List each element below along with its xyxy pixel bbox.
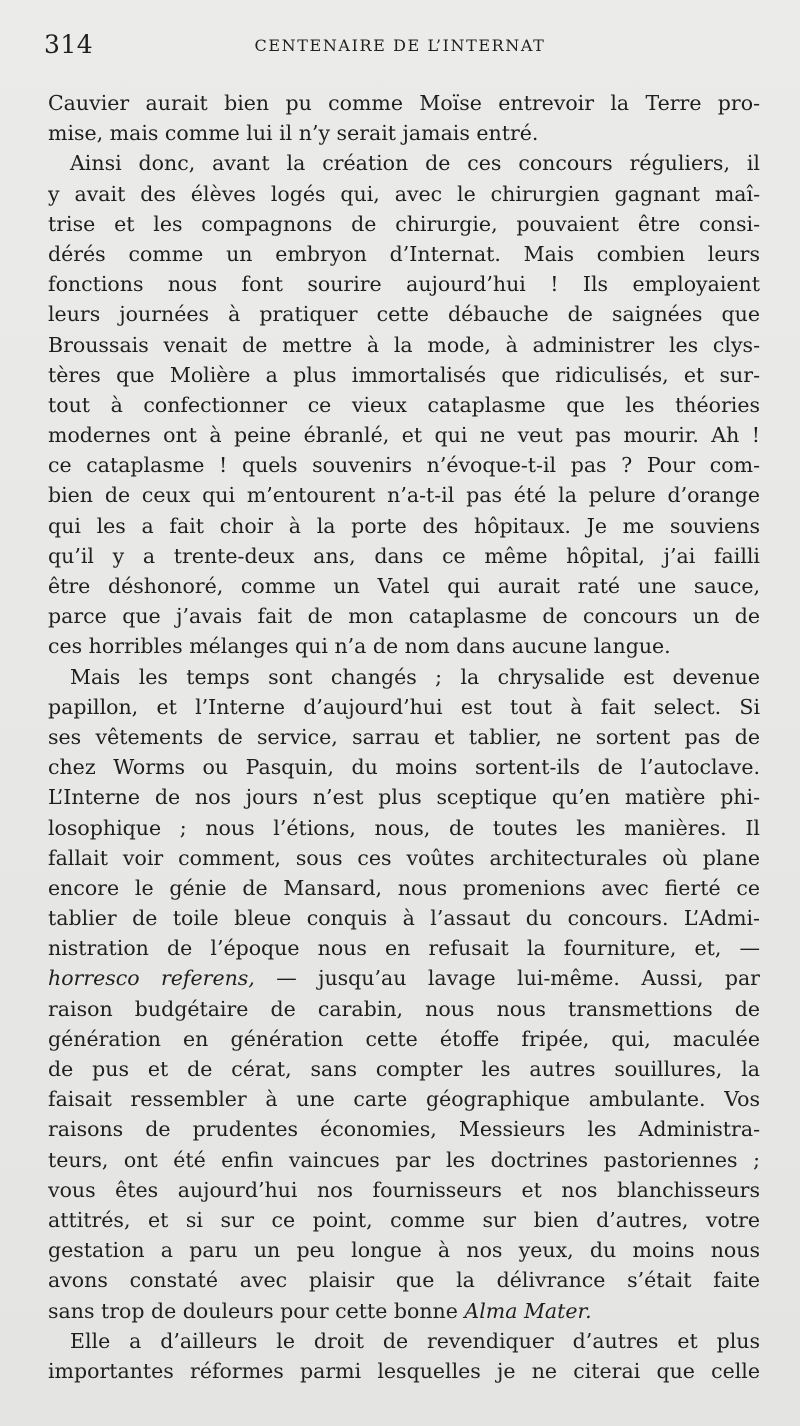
page-header xyxy=(44,28,756,64)
text-line: gestation a paru un peu longue à nos yeux, du moins nous xyxy=(48,1238,760,1263)
text-line: Elle a d’ailleurs le droit de revendiquer d’autres et plus xyxy=(70,1328,760,1353)
text-line: nistration de l’époque nous en refusait la fourniture, et, — xyxy=(48,936,760,961)
text-line: fonctions nous font sourire aujourd’hui ! Ils employaient xyxy=(48,272,760,297)
text-line: Cauvier aurait bien pu comme Moïse entrevoir la Terre pro- xyxy=(48,91,760,115)
text-line: Broussais venait de mettre à la mode, à administrer les clys- xyxy=(48,332,760,357)
text-line: tères que Molière a plus immortalisés que ridiculisés, et sur- xyxy=(48,362,760,387)
text-line xyxy=(48,1296,760,1326)
body-text xyxy=(48,88,760,1386)
text-line: losophique ; nous l’étions, nous, de toutes les manières. Il xyxy=(48,815,760,840)
text-line: avons constaté avec plaisir que la délivrance s’était faite xyxy=(48,1268,760,1293)
italic-phrase: Alma Mater. xyxy=(464,1298,592,1323)
text-line: bien de ceux qui m’entourent n’a-t-il pas été la pelure d’orange xyxy=(48,483,760,508)
text-line: qui les a fait choir à la porte des hôpitaux. Je me souviens xyxy=(48,513,760,538)
text-line: Ainsi donc, avant la création de ces concours réguliers, il xyxy=(70,151,760,176)
text-line: modernes ont à peine ébranlé, et qui ne veut pas mourir. Ah ! xyxy=(48,423,760,448)
text-line: trise et les compagnons de chirurgie, pouvaient être consi- xyxy=(48,211,760,236)
text-line: ces horribles mélanges qui n’a de nom dans aucune langue. xyxy=(48,634,671,659)
text-line: encore le génie de Mansard, nous promenions avec fierté ce xyxy=(48,875,760,900)
text-line: ce cataplasme ! quels souvenirs n’évoque-t-il pas ? Pour com- xyxy=(48,453,760,478)
text-line: tablier de toile bleue conquis à l’assaut du concours. L’Admi- xyxy=(48,906,760,931)
running-title: CENTENAIRE DE L’INTERNAT xyxy=(254,36,546,55)
text-line: y avait des élèves logés qui, avec le chirurgien gagnant maî- xyxy=(48,181,760,206)
text-line: de pus et de cérat, sans compter les autres souillures, la xyxy=(48,1057,760,1081)
text-line: raison budgétaire de carabin, nous nous transmettions de xyxy=(48,996,760,1021)
text-line: être déshonoré, comme un Vatel qui aurait raté une sauce, xyxy=(48,574,760,598)
text-line: Mais les temps sont changés ; la chrysalide est devenue xyxy=(70,664,760,689)
text-line: dérés comme un embryon d’Internat. Mais combien leurs xyxy=(48,241,760,266)
text-line: ses vêtements de service, sarrau et tablier, ne sortent pas de xyxy=(48,724,760,749)
text-line: mise, mais comme lui il n’y serait jamais entré. xyxy=(48,121,539,146)
text-line: raisons de prudentes économies, Messieurs les Administra- xyxy=(48,1117,760,1142)
text-line: L’Interne de nos jours n’est plus sceptique qu’en matière phi- xyxy=(48,785,760,810)
text-line: vous êtes aujourd’hui nos fournisseurs et nos blanchisseurs xyxy=(48,1177,760,1202)
text-line: leurs journées à pratiquer cette débauche de saignées que xyxy=(48,302,760,327)
text-fragment: — jusqu’au lavage lui-même. Aussi, par xyxy=(254,966,760,991)
page-number: 314 xyxy=(44,30,94,59)
text-line: attitrés, et si sur ce point, comme sur bien d’autres, votre xyxy=(48,1207,760,1232)
text-line: chez Worms ou Pasquin, du moins sortent-ils de l’autoclave. xyxy=(48,755,760,780)
text-line xyxy=(48,963,760,993)
text-fragment: sans trop de douleurs pour cette bonne xyxy=(48,1298,465,1323)
text-line: faisait ressembler à une carte géographique ambulante. Vos xyxy=(48,1087,760,1112)
text-line: papillon, et l’Interne d’aujourd’hui est tout à fait select. Si xyxy=(48,694,760,719)
text-line: parce que j’avais fait de mon cataplasme de concours un de xyxy=(48,604,760,629)
text-line: teurs, ont été enfin vaincues par les doctrines pastoriennes ; xyxy=(48,1147,760,1172)
text-line: fallait voir comment, sous ces voûtes architecturales où plane xyxy=(48,845,760,870)
text-line: tout à confectionner ce vieux cataplasme que les théories xyxy=(48,392,760,417)
text-line: génération en génération cette étoffe fripée, qui, maculée xyxy=(48,1026,760,1051)
italic-phrase: horresco referens, xyxy=(48,966,255,991)
text-line: importantes réformes parmi lesquelles je ne citerai que celle xyxy=(48,1358,760,1383)
text-line: qu’il y a trente-deux ans, dans ce même hôpital, j’ai failli xyxy=(48,543,760,568)
